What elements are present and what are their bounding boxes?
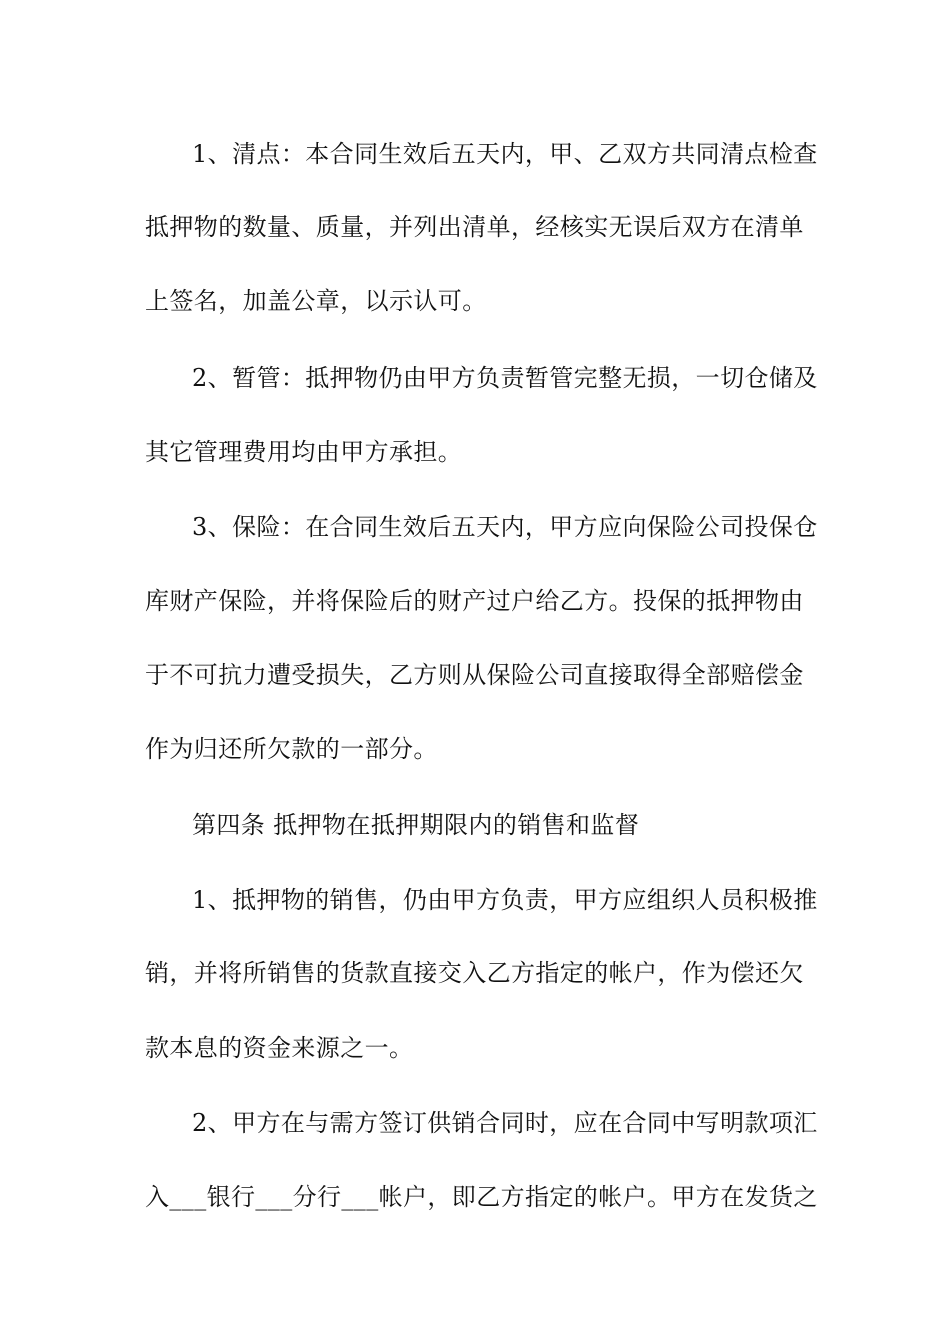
- paragraph-1-line-2: 抵押物的数量、质量，并列出清单，经核实无误后双方在清单: [145, 213, 804, 241]
- paragraph-2-line-1: 2、暂管：抵押物仍由甲方负责暂管完整无损，一切仓储及: [192, 364, 818, 392]
- paragraph-4-line-1: 1、抵押物的销售，仍由甲方负责，甲方应组织人员积极推: [192, 886, 818, 914]
- paragraph-4-line-3: 款本息的资金来源之一。: [145, 1034, 414, 1062]
- paragraph-4-line-2: 销，并将所销售的货款直接交入乙方指定的帐户，作为偿还欠: [145, 959, 804, 987]
- paragraph-1-line-1: 1、清点：本合同生效后五天内，甲、乙双方共同清点检查: [192, 140, 818, 168]
- paragraph-3-line-1: 3、保险：在合同生效后五天内，甲方应向保险公司投保仓: [192, 513, 818, 541]
- paragraph-5-line-2: 入___银行___分行___帐户，即乙方指定的帐户。甲方在发货之: [145, 1183, 818, 1211]
- paragraph-3-line-4: 作为归还所欠款的一部分。: [145, 735, 438, 763]
- paragraph-1-line-3: 上签名，加盖公章，以示认可。: [145, 287, 487, 315]
- paragraph-2-line-2: 其它管理费用均由甲方承担。: [145, 438, 463, 466]
- paragraph-3-line-3: 于不可抗力遭受损失，乙方则从保险公司直接取得全部赔偿金: [145, 661, 804, 689]
- article-heading: 第四条 抵押物在抵押期限内的销售和监督: [192, 811, 640, 839]
- paragraph-5-line-1: 2、甲方在与需方签订供销合同时，应在合同中写明款项汇: [192, 1109, 818, 1137]
- paragraph-3-line-2: 库财产保险，并将保险后的财产过户给乙方。投保的抵押物由: [145, 587, 804, 615]
